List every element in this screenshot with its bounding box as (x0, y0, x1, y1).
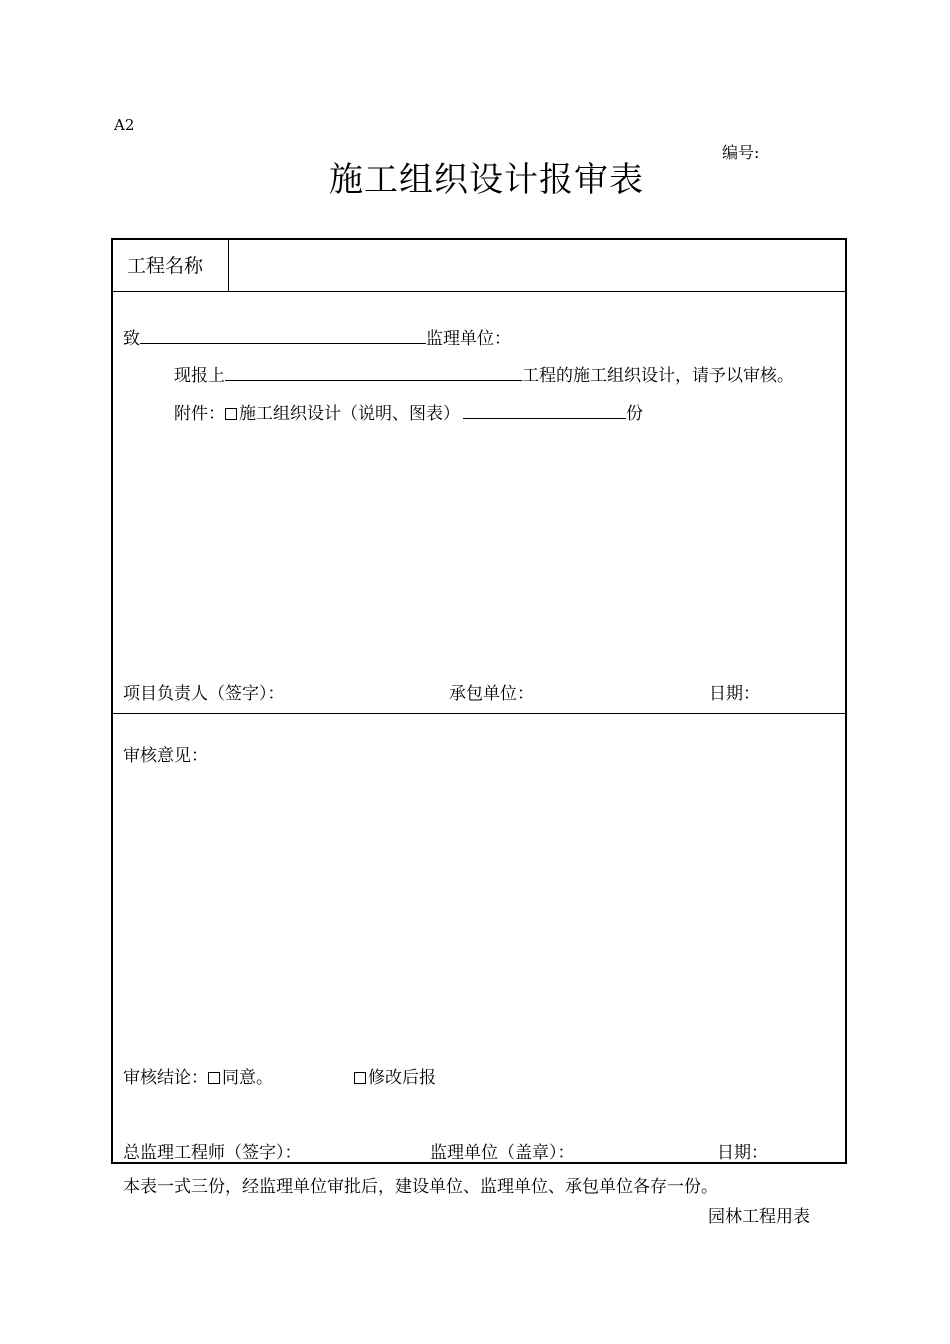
attachment-checkbox[interactable] (225, 408, 237, 420)
form-usage-label: 园林工程用表 (708, 1207, 810, 1227)
review-opinion-label: 审核意见： (123, 746, 208, 766)
report-prefix: 现报上 (174, 366, 225, 386)
revise-option-label: 修改后报 (368, 1068, 436, 1088)
form-code: A2 (114, 116, 135, 134)
footer-note: 本表一式三份，经监理单位审批后，建设单位、监理单位、承包单位各存一份。 (123, 1177, 718, 1197)
attachment-item: 施工组织设计（说明、图表） (239, 404, 460, 424)
project-name-label: 工程名称 (127, 255, 204, 277)
row-divider-review (113, 713, 845, 714)
review-conclusion-line (123, 1063, 273, 1088)
revise-option (354, 1063, 436, 1088)
attachment-count-field[interactable] (463, 400, 626, 419)
project-label-divider (228, 240, 229, 291)
submission-date-label: 日期： (709, 684, 760, 704)
revise-checkbox[interactable] (354, 1072, 366, 1084)
report-suffix: 工程的施工组织设计，请予以审核。 (522, 366, 794, 386)
addressee-line (123, 324, 511, 349)
project-manager-signature-label: 项目负责人（签字）： (123, 684, 285, 704)
serial-number-label: 编号: (722, 143, 760, 162)
form-table (111, 238, 847, 1164)
agree-checkbox[interactable] (208, 1072, 220, 1084)
review-conclusion-label: 审核结论： (123, 1068, 208, 1088)
addressee-field[interactable] (140, 325, 426, 344)
attachment-line (174, 399, 643, 424)
supervision-unit-seal-label: 监理单位（盖章）： (430, 1143, 575, 1163)
project-name-field[interactable] (239, 252, 829, 278)
project-report-field[interactable] (225, 362, 522, 381)
page-title: 施工组织设计报审表 (329, 160, 644, 200)
attachment-unit: 份 (626, 404, 643, 424)
attachment-label: 附件： (174, 404, 225, 424)
chief-engineer-signature-label: 总监理工程师（签字）： (123, 1143, 302, 1163)
row-divider-project (113, 291, 845, 292)
addressee-suffix: 监理单位： (426, 329, 511, 349)
report-line (174, 361, 794, 386)
review-date-label: 日期： (717, 1143, 768, 1163)
addressee-prefix: 致 (123, 329, 140, 349)
contractor-label: 承包单位： (449, 684, 534, 704)
agree-option-label: 同意。 (222, 1068, 273, 1088)
